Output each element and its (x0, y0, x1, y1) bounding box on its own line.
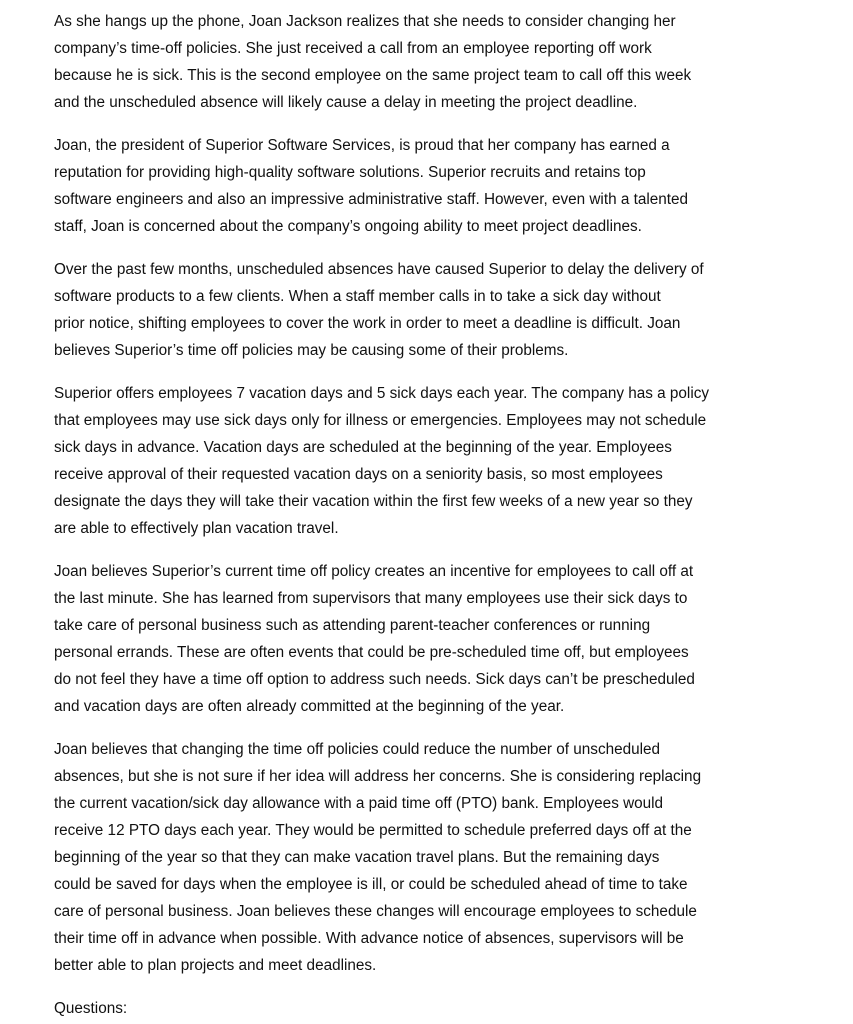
text-line: absences, but she is not sure if her idea will address her concerns. She is considering replacing (54, 768, 702, 785)
document-body (54, 8, 799, 1022)
text-line: are able to effectively plan vacation travel. (54, 520, 339, 537)
text-line: staff, Joan is concerned about the company’s ongoing ability to meet project deadlines. (54, 218, 642, 235)
text-line: care of personal business. Joan believes these changes will encourage employees to schedule (54, 903, 697, 920)
text-line: do not feel they have a time off option to address such needs. Sick days can’t be prescheduled (54, 671, 695, 688)
text-line: better able to plan projects and meet deadlines. (54, 957, 377, 974)
text-line: As she hangs up the phone, Joan Jackson realizes that she needs to consider changing her (54, 13, 676, 30)
paragraph-6 (54, 736, 799, 979)
text-line: Joan believes Superior’s current time off policy creates an incentive for employees to call off at (54, 563, 694, 580)
text-line: could be saved for days when the employee is ill, or could be scheduled ahead of time to take (54, 876, 688, 893)
text-line: Joan, the president of Superior Software Services, is proud that her company has earned a (54, 137, 670, 154)
text-line: their time off in advance when possible. With advance notice of absences, supervisors will be (54, 930, 684, 947)
text-line: company’s time-off policies. She just received a call from an employee reporting off work (54, 40, 652, 57)
text-line: designate the days they will take their vacation within the first few weeks of a new year so they (54, 493, 693, 510)
paragraph-2 (54, 132, 799, 240)
text-line: reputation for providing high-quality software solutions. Superior recruits and retains top (54, 164, 646, 181)
text-line: beginning of the year so that they can make vacation travel plans. But the remaining days (54, 849, 660, 866)
questions-heading-text: Questions: (54, 1000, 128, 1017)
text-line: software products to a few clients. When a staff member calls in to take a sick day without (54, 288, 661, 305)
text-line: that employees may use sick days only for illness or emergencies. Employees may not schedule (54, 412, 707, 429)
text-line: receive approval of their requested vacation days on a seniority basis, so most employees (54, 466, 663, 483)
questions-heading (54, 995, 799, 1022)
text-line: and vacation days are often already committed at the beginning of the year. (54, 698, 565, 715)
text-line: the last minute. She has learned from supervisors that many employees use their sick days to (54, 590, 688, 607)
paragraph-1 (54, 8, 799, 116)
paragraph-4 (54, 380, 799, 542)
text-line: take care of personal business such as attending parent-teacher conferences or running (54, 617, 651, 634)
text-line: Superior offers employees 7 vacation days and 5 sick days each year. The company has a policy (54, 385, 710, 402)
text-line: and the unscheduled absence will likely cause a delay in meeting the project deadline. (54, 94, 638, 111)
paragraph-3 (54, 256, 799, 364)
text-line: Joan believes that changing the time off policies could reduce the number of unscheduled (54, 741, 661, 758)
text-line: software engineers and also an impressive administrative staff. However, even with a talented (54, 191, 689, 208)
text-line: prior notice, shifting employees to cover the work in order to meet a deadline is difficult. Joan (54, 315, 681, 332)
text-line: receive 12 PTO days each year. They would be permitted to schedule preferred days off at the (54, 822, 692, 839)
text-line: Over the past few months, unscheduled absences have caused Superior to delay the delivery of (54, 261, 704, 278)
text-line: sick days in advance. Vacation days are scheduled at the beginning of the year. Employees (54, 439, 672, 456)
text-line: the current vacation/sick day allowance with a paid time off (PTO) bank. Employees would (54, 795, 664, 812)
text-line: believes Superior’s time off policies may be causing some of their problems. (54, 342, 569, 359)
paragraph-5 (54, 558, 799, 720)
text-line: personal errands. These are often events that could be pre-scheduled time off, but employees (54, 644, 689, 661)
text-line: because he is sick. This is the second employee on the same project team to call off this week (54, 67, 692, 84)
